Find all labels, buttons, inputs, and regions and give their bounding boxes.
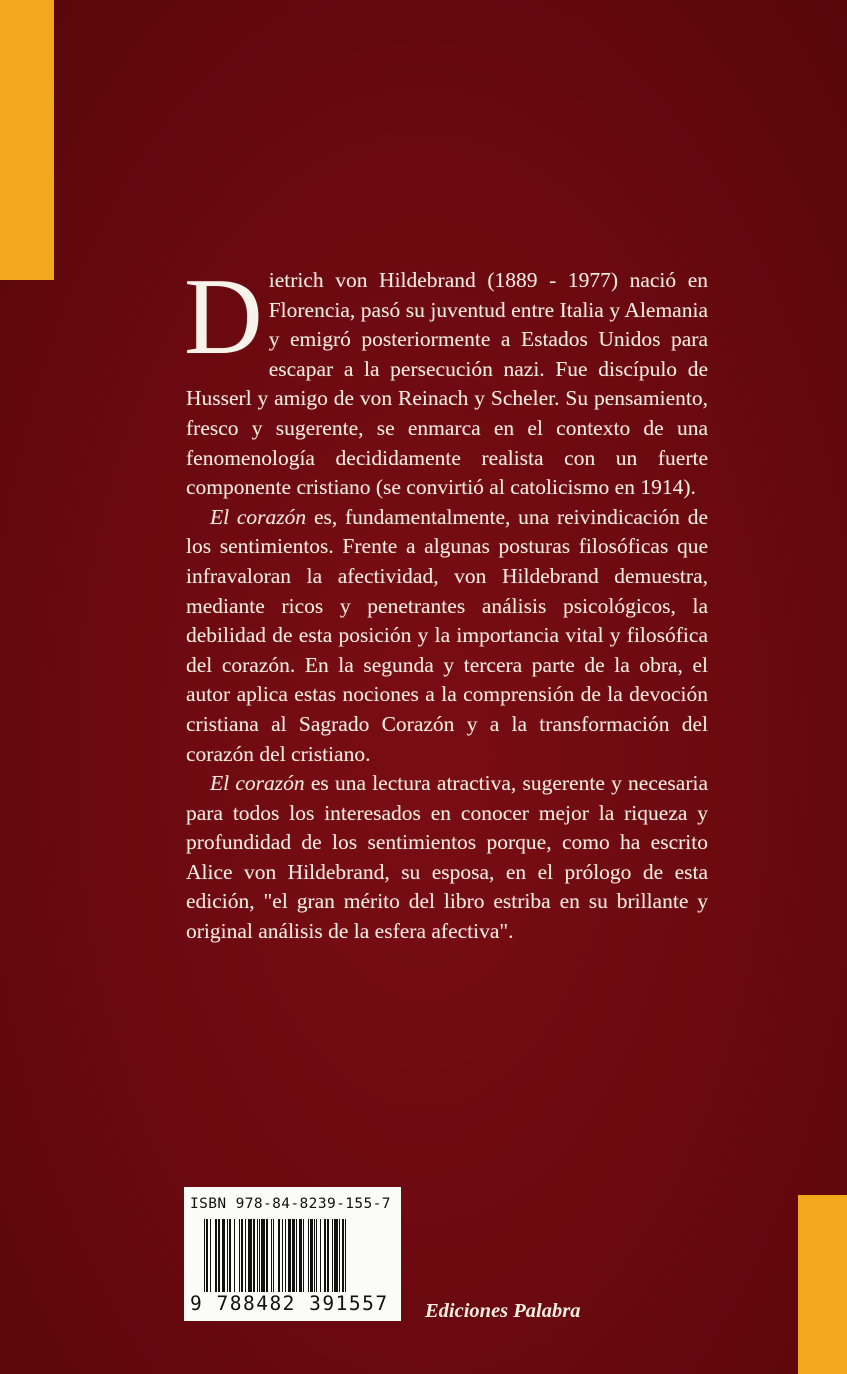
- paragraph-3-text: es una lectura atractiva, sugerente y necesaria para todos los interesados en conocer mejor la riqueza y profundidad de los sentimientos porque, como ha escrito Alice von Hildebrand, su esposa, en el prólogo de esta edición, "el gran mérito del libro estriba en su brillante y original análisis de la esfera afectiva".: [186, 771, 709, 944]
- blurb-paragraph-3: [186, 769, 708, 947]
- drop-cap: D: [184, 256, 263, 377]
- blurb-paragraph-2: [186, 503, 708, 769]
- barcode-bars: [204, 1219, 392, 1295]
- accent-stripe-bottom: [798, 1195, 847, 1374]
- back-cover-blurb: [184, 256, 709, 947]
- publisher-name: Ediciones Palabra: [425, 1300, 581, 1322]
- blurb-paragraph-1: [184, 256, 708, 503]
- isbn-label: ISBN 978-84-8239-155-7: [190, 1196, 391, 1212]
- book-title-italic: El corazón: [210, 504, 307, 529]
- paragraph-1-text: ietrich von Hildebrand (1889 - 1977) nació en Florencia, pasó su juventud entre Italia y Alemania y emigró posteriormente a Estados Unidos para escapar a la persecución nazi. Fue discípulo de Husserl y amigo de von Reinach y Scheler. Su pensamiento, fresco y sugerente, se enmarca en el contexto de una fenomenología decididamente realista con un fuerte componente cristiano (se convirtió al catolicismo en 1914).: [186, 268, 708, 500]
- barcode-bar: [345, 1219, 346, 1295]
- barcode-digits: 9 788482 391557: [190, 1292, 389, 1315]
- paragraph-2-text: es, fundamentalmente, una reivindicación de los sentimientos. Frente a algunas posturas filosóficas que infravaloran la afectividad, von Hildebrand demuestra, mediante ricos y penetrantes análisis psicológicos, la debilidad de esta posición y la importancia vital y filosófica del corazón. En la segunda y tercera parte de la obra, el autor aplica estas nociones a la comprensión de la devoción cristiana al Sagrado Corazón y a la transformación del corazón del cristiano.: [186, 504, 708, 766]
- book-title-italic: El corazón: [210, 771, 305, 796]
- accent-stripe-top: [0, 0, 54, 280]
- isbn-barcode: [184, 1187, 401, 1321]
